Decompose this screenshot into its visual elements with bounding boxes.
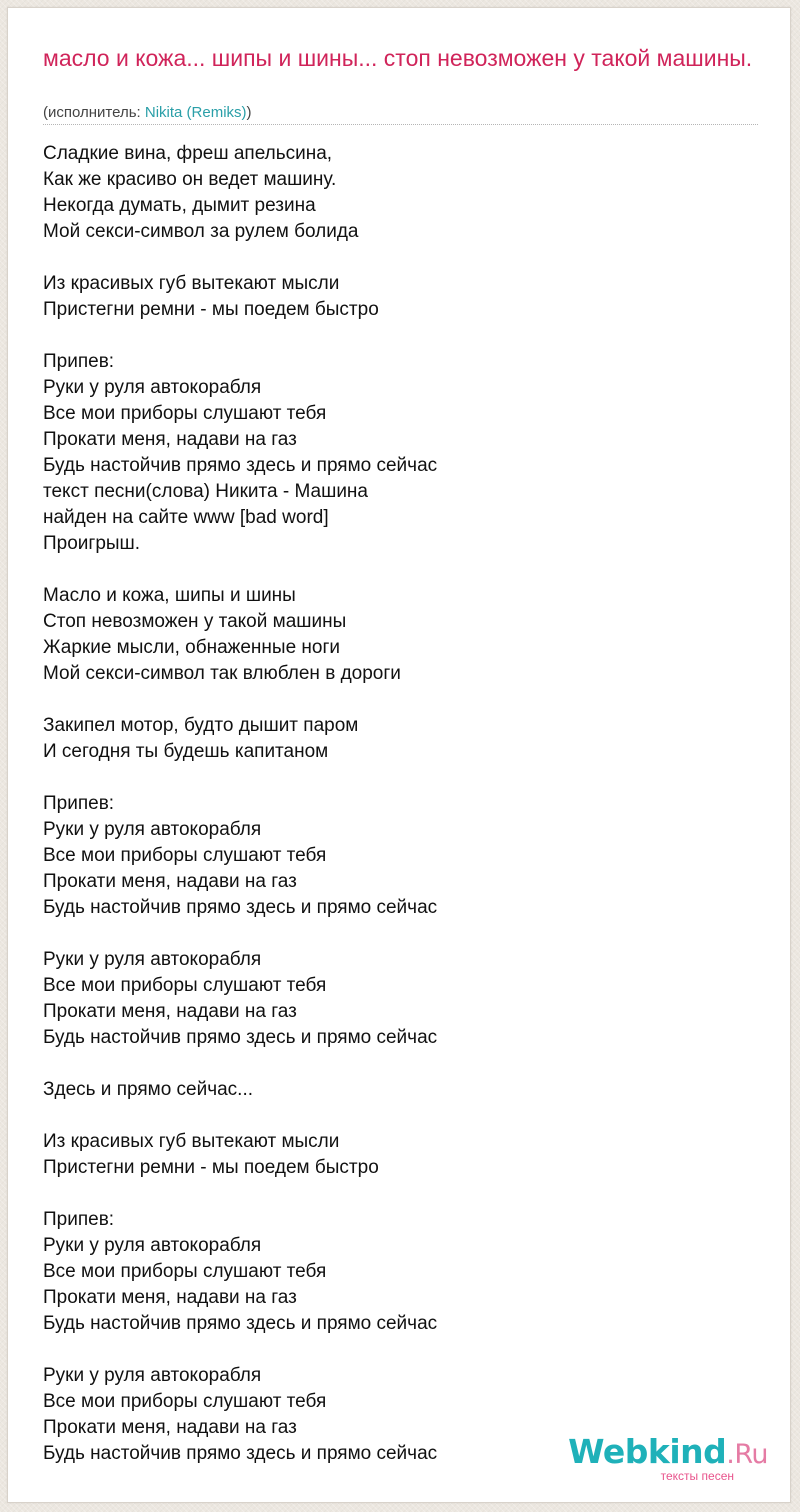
lyric-line: Руки у руля автокорабля [43,377,262,398]
lyric-line: Прокати меня, надави на газ [43,1001,297,1022]
lyric-line: Мой секси-символ так влюблен в дороги [43,663,401,684]
lyric-line: Все мои приборы слушают тебя [43,403,327,424]
logo-tagline: тексты песен [660,1469,734,1483]
song-title: масло и кожа... шипы и шины... стоп невозможен у такой машины. [43,45,753,71]
lyric-line: Все мои приборы слушают тебя [43,845,327,866]
lyric-line: Из красивых губ вытекают мысли [43,1131,340,1152]
lyric-blank-line [43,1181,763,1207]
lyric-line: Пристегни ремни - мы поедем быстро [43,299,379,320]
lyric-line: Стоп невозможен у такой машины [43,611,347,632]
lyric-line: Сладкие вина, фреш апельсина, [43,143,333,164]
lyric-line: найден на сайте www [bad word] [43,507,329,528]
lyric-line: Масло и кожа, шипы и шины [43,585,296,606]
lyric-line: Будь настойчив прямо здесь и прямо сейчас [43,1443,438,1464]
logo-suffix: .Ru [726,1439,768,1470]
artist-link[interactable]: Nikita (Remiks) [144,104,247,121]
lyric-blank-line [43,921,763,947]
lyric-line: Будь настойчив прямо здесь и прямо сейчас [43,455,438,476]
lyric-line: Припев: [43,351,115,372]
artist-prefix: (исполнитель: [43,104,145,121]
lyric-blank-line [43,687,763,713]
lyric-line: Некогда думать, дымит резина [43,195,316,216]
lyric-blank-line [43,1103,763,1129]
lyric-blank-line [43,557,763,583]
artist-suffix: ) [246,104,252,121]
lyric-line: Из красивых губ вытекают мысли [43,273,340,294]
lyric-line: Жаркие мысли, обнаженные ноги [43,637,341,658]
lyric-blank-line [43,1337,763,1363]
lyric-line: Будь настойчив прямо здесь и прямо сейчас [43,1313,438,1334]
lyric-blank-line [43,1051,763,1077]
lyric-line: Все мои приборы слушают тебя [43,975,327,996]
lyrics-text [43,141,763,1467]
lyric-blank-line [43,323,763,349]
lyric-line: Закипел мотор, будто дышит паром [43,715,359,736]
lyrics-card [7,7,791,1503]
lyric-line: Прокати меня, надави на газ [43,1417,297,1438]
lyric-line: Пристегни ремни - мы поедем быстро [43,1157,379,1178]
lyric-line: И сегодня ты будешь капитаном [43,741,329,762]
lyric-blank-line [43,245,763,271]
lyric-line: текст песни(слова) Никита - Машина [43,481,368,502]
lyric-line: Руки у руля автокорабля [43,819,262,840]
lyric-blank-line [43,765,763,791]
lyric-line: Как же красиво он ведет машину. [43,169,337,190]
lyric-line: Припев: [43,793,115,814]
lyric-line: Проигрыш. [43,533,141,554]
lyric-line: Все мои приборы слушают тебя [43,1261,327,1282]
logo-main-text: Webkind [568,1432,727,1471]
lyric-line: Все мои приборы слушают тебя [43,1391,327,1412]
lyric-line: Припев: [43,1209,115,1230]
lyric-line: Прокати меня, надави на газ [43,429,297,450]
artist-line [43,104,252,122]
lyric-line: Руки у руля автокорабля [43,1365,262,1386]
site-logo[interactable] [568,1432,768,1482]
lyric-line: Будь настойчив прямо здесь и прямо сейчас [43,897,438,918]
lyric-line: Прокати меня, надави на газ [43,1287,297,1308]
lyric-line: Здесь и прямо сейчас... [43,1079,254,1100]
lyric-line: Руки у руля автокорабля [43,1235,262,1256]
lyric-line: Прокати меня, надави на газ [43,871,297,892]
lyric-line: Будь настойчив прямо здесь и прямо сейчас [43,1027,438,1048]
lyric-line: Руки у руля автокорабля [43,949,262,970]
lyric-line: Мой секси-символ за рулем болида [43,221,359,242]
title-divider [43,124,758,125]
